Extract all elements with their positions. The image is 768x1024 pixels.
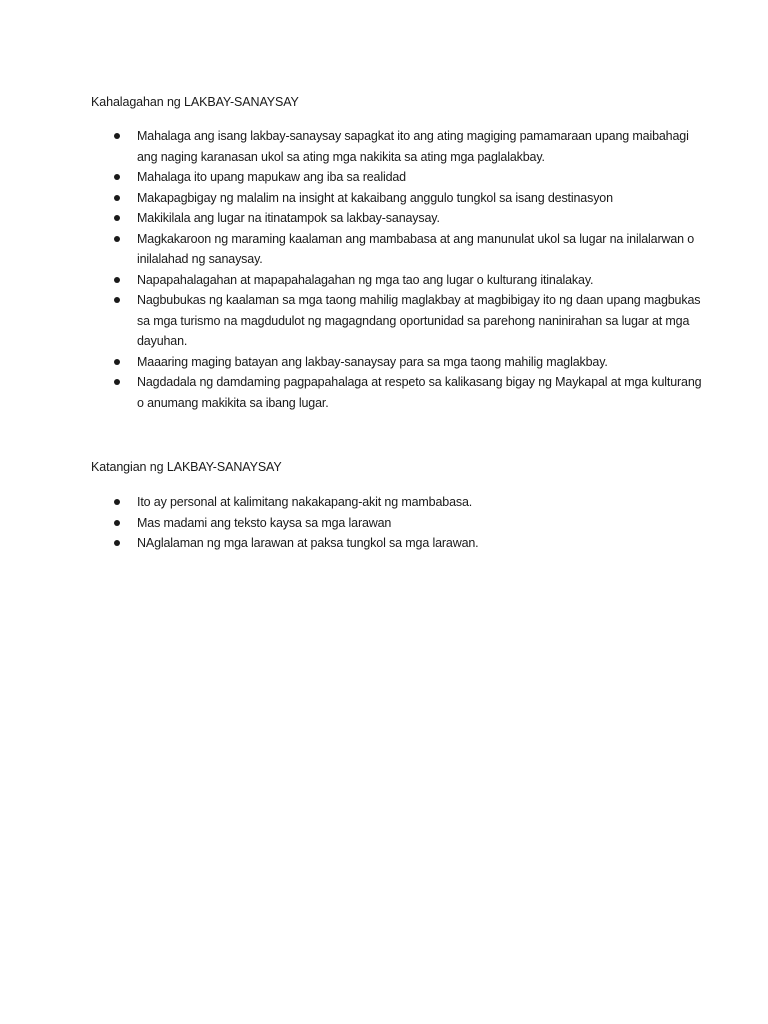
list-item xyxy=(0,270,768,291)
bullet-icon xyxy=(114,236,120,242)
list-item-text: Mahalaga ito upang mapukaw ang iba sa realidad xyxy=(137,170,406,184)
kahalagahan-list xyxy=(0,126,768,413)
bullet-icon xyxy=(114,297,120,303)
bullet-icon xyxy=(114,540,120,546)
katangian-list xyxy=(0,492,768,554)
list-item-text: Makapagbigay ng malalim na insight at kakaibang anggulo tungkol sa isang destinasyon xyxy=(137,190,613,205)
list-item-text: Makikilala ang lugar na itinatampok sa lakbay-sanaysay. xyxy=(137,211,440,225)
list-item xyxy=(0,513,768,534)
bullet-icon xyxy=(114,277,120,283)
bullet-icon xyxy=(114,174,120,180)
bullet-icon xyxy=(114,499,120,505)
list-item xyxy=(0,167,768,188)
bullet-icon xyxy=(114,195,120,201)
list-item-text: Ito ay personal at kalimitang nakakapang-akit ng mambabasa. xyxy=(137,495,473,509)
section-heading-kahalagahan: Kahalagahan ng LAKBAY-SANAYSAY xyxy=(91,95,299,109)
list-item-text: NAglalaman ng mga larawan at paksa tungkol sa mga larawan. xyxy=(137,536,479,550)
list-item-text: Nagbubukas ng kaalaman sa mga taong mahilig maglakbay at magbibigay ito ng daan upang magbukas sa mga turismo na magdudulot ng magagndang oportunidad sa parehong naninirahan sa lugar at mga dayuhan. xyxy=(137,293,701,348)
list-item xyxy=(0,352,768,373)
list-item xyxy=(0,229,768,270)
list-item-text: Nagdadala ng damdaming pagpapahalaga at respeto sa kalikasang bigay ng Maykapal at mga kulturang o anumang makikita sa ibang lugar. xyxy=(137,375,702,410)
list-item xyxy=(0,126,768,167)
list-item-text: Magkakaroon ng maraming kaalaman ang mambabasa at ang manunulat ukol sa lugar na inilalarwan o inilalahad ng sanaysay. xyxy=(137,231,695,266)
list-item xyxy=(0,372,768,413)
bullet-icon xyxy=(114,520,120,526)
section-heading-katangian: Katangian ng LAKBAY-SANAYSAY xyxy=(91,460,282,474)
bullet-icon xyxy=(114,379,120,385)
list-item xyxy=(0,492,768,513)
bullet-icon xyxy=(114,133,120,139)
list-item-text: Maaaring maging batayan ang lakbay-sanaysay para sa mga taong mahilig maglakbay. xyxy=(137,354,608,369)
list-item xyxy=(0,188,768,209)
bullet-icon xyxy=(114,359,120,365)
list-item xyxy=(0,533,768,554)
list-item xyxy=(0,290,768,352)
list-item-text: Napapahalagahan at mapapahalagahan ng mga tao ang lugar o kulturang itinalakay. xyxy=(137,272,594,287)
list-item-text: Mas madami ang teksto kaysa sa mga larawan xyxy=(137,515,392,530)
list-item xyxy=(0,208,768,229)
list-item-text: Mahalaga ang isang lakbay-sanaysay sapagkat ito ang ating magiging pamamaraan upang maibahagi ang naging karanasan ukol sa ating mga nakikita sa ating mga paglalakbay. xyxy=(137,129,689,164)
bullet-icon xyxy=(114,215,120,221)
